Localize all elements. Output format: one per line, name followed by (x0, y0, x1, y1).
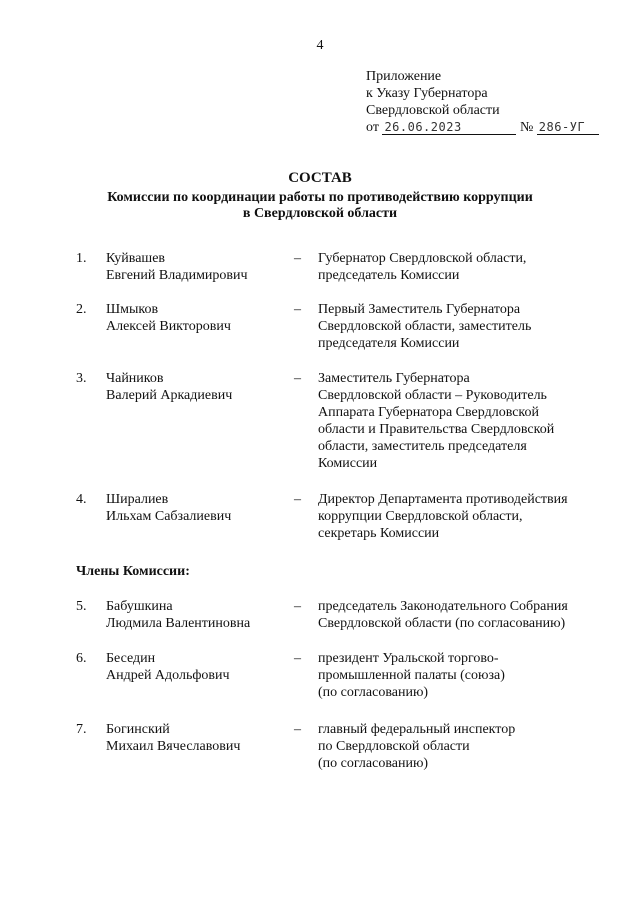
document-title (0, 170, 640, 222)
decree-number: 286-УГ (537, 121, 599, 135)
entry-name (106, 598, 286, 632)
title-line-2: в Свердловской области (242, 206, 398, 221)
role-line: по Свердловской области (318, 739, 470, 754)
entry-given-name: Алексей Викторович (106, 319, 231, 334)
entry-role (318, 491, 598, 542)
entry-surname: Шмыков (106, 302, 159, 317)
entry-number: 6. (76, 651, 87, 666)
role-line: председатель Комиссии (318, 268, 460, 283)
entry-dash: – (294, 371, 301, 386)
role-line: председатель Законодательного Собрания (318, 599, 568, 614)
entry-given-name: Людмила Валентиновна (106, 616, 251, 631)
entry-surname: Куйвашев (106, 251, 166, 266)
role-line: президент Уральской торгово- (318, 651, 499, 666)
entry-surname: Беседин (106, 651, 156, 666)
role-line: области и Правительства Свердловской (318, 422, 555, 437)
role-line: Первый Заместитель Губернатора (318, 302, 521, 317)
role-line: Комиссии (318, 456, 378, 471)
role-line: области, заместитель председателя (318, 439, 527, 454)
number-label: № (519, 120, 534, 135)
entry-role (318, 650, 598, 701)
role-line: Свердловской области (по согласованию) (318, 616, 566, 631)
entry-given-name: Михаил Вячеславович (106, 739, 241, 754)
appendix-block (366, 68, 626, 136)
entry-number: 7. (76, 722, 87, 737)
role-line: Свердловской области – Руководитель (318, 388, 547, 403)
entry-name (106, 491, 286, 525)
entry-surname: Ширалиев (106, 492, 169, 507)
entry-role (318, 250, 598, 284)
page-number: 4 (316, 38, 324, 53)
title-line-1: Комиссии по координации работы по противодействию коррупции (107, 190, 533, 205)
appendix-line-3: Свердловской области (366, 103, 500, 118)
entry-role (318, 721, 598, 772)
entry-dash: – (294, 599, 301, 614)
role-line: председателя Комиссии (318, 336, 460, 351)
entry-dash: – (294, 722, 301, 737)
entry-name (106, 301, 286, 335)
role-line: Свердловской области, заместитель (318, 319, 532, 334)
entry-role (318, 301, 598, 352)
from-label: от (366, 120, 379, 135)
entry-role (318, 370, 598, 472)
role-line: Директор Департамента противодействия (318, 492, 568, 507)
entry-given-name: Валерий Аркадиевич (106, 388, 233, 403)
entry-dash: – (294, 302, 301, 317)
role-line: Губернатор Свердловской области, (318, 251, 527, 266)
entry-number: 3. (76, 371, 87, 386)
role-line: Заместитель Губернатора (318, 371, 470, 386)
role-line: секретарь Комиссии (318, 526, 440, 541)
title-heading: СОСТАВ (288, 170, 352, 186)
entry-surname: Богинский (106, 722, 170, 737)
entry-dash: – (294, 492, 301, 507)
entry-number: 2. (76, 302, 87, 317)
entry-given-name: Ильхам Сабзалиевич (106, 509, 232, 524)
entry-name (106, 250, 286, 284)
role-line: главный федеральный инспектор (318, 722, 516, 737)
role-line: (по согласованию) (318, 756, 429, 771)
entry-surname: Бабушкина (106, 599, 173, 614)
entry-name (106, 370, 286, 404)
decree-date: 26.06.2023 (382, 121, 516, 135)
entry-given-name: Андрей Адольфович (106, 668, 230, 683)
entry-dash: – (294, 651, 301, 666)
entry-role (318, 598, 598, 632)
role-line: Аппарата Губернатора Свердловской (318, 405, 540, 420)
entry-given-name: Евгений Владимирович (106, 268, 248, 283)
role-line: коррупции Свердловской области, (318, 509, 523, 524)
appendix-date-row (366, 119, 626, 136)
entry-number: 4. (76, 492, 87, 507)
entry-number: 1. (76, 251, 87, 266)
role-line: (по согласованию) (318, 685, 429, 700)
entry-number: 5. (76, 599, 87, 614)
members-heading: Члены Комиссии: (76, 564, 190, 579)
entry-name (106, 721, 286, 755)
entry-name (106, 650, 286, 684)
entry-surname: Чайников (106, 371, 164, 386)
entry-dash: – (294, 251, 301, 266)
appendix-line-1: Приложение (366, 69, 442, 84)
appendix-line-2: к Указу Губернатора (366, 86, 488, 101)
role-line: промышленной палаты (союза) (318, 668, 505, 683)
